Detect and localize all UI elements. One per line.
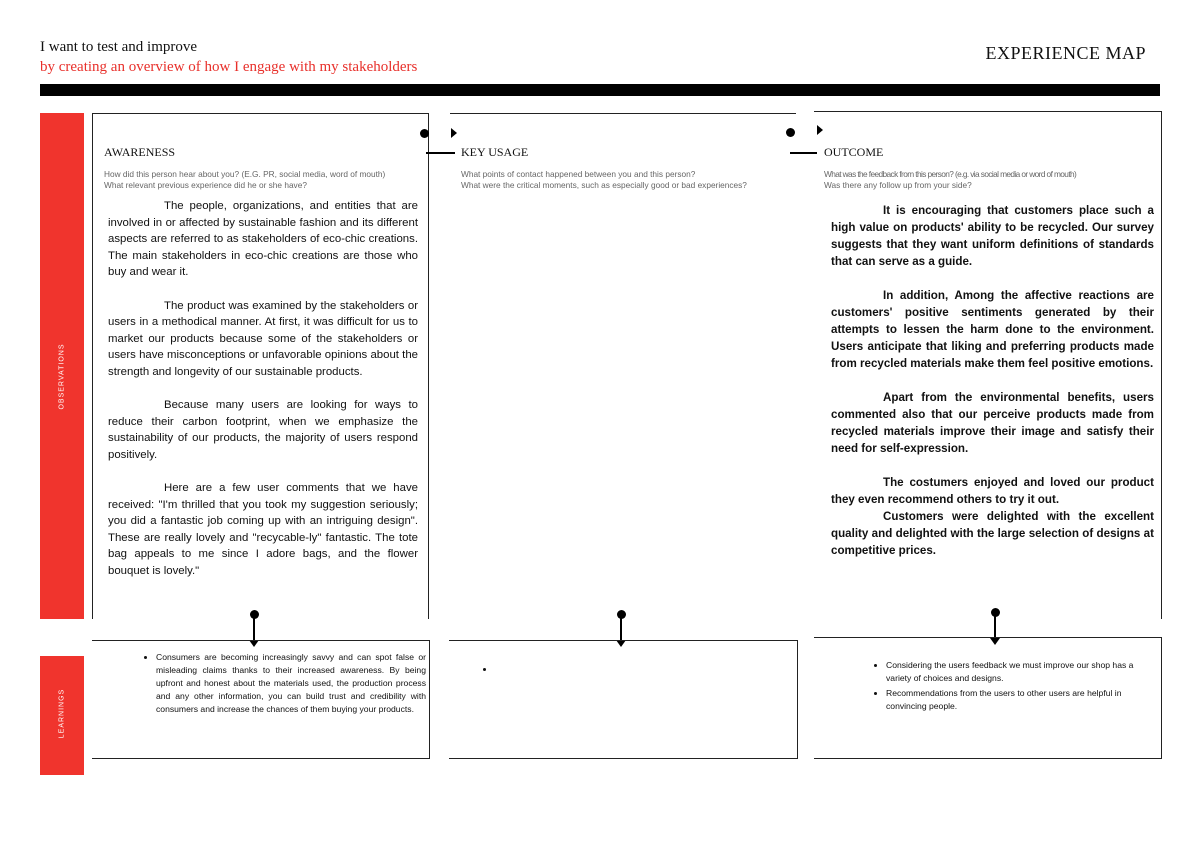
- connector-arrow-icon: [451, 128, 457, 138]
- outcome-question-2: Was there any follow up from your side?: [824, 180, 972, 190]
- observations-band: [40, 113, 84, 619]
- learnings-band: [40, 656, 84, 775]
- outcome-question-1: What was the feedback from this person? (e.g. via social media or word of mouth): [824, 169, 1077, 179]
- page-title: EXPERIENCE MAP: [985, 43, 1146, 63]
- key-usage-question-2: What were the critical moments, such as especially good or bad experiences?: [461, 180, 747, 190]
- paragraph: Here are a few user comments that we have received: "I'm thrilled that you took my suggestion seriously; you did a fantastic job coming up with an intriguing design". These are really lovely and "recycable-ly" fantastic. The tote bag appeals to me since I adore bags, and the flower bouquet is lovely.": [108, 482, 418, 577]
- key-usage-top-border: [450, 113, 796, 114]
- paragraph: The product was examined by the stakeholders or users in a methodical manner. At first, it was difficult for us to market our products because some of the stakeholders or users have misconceptions or unfavorable opinions about the strength and longevity of our sustainable products.: [108, 299, 418, 378]
- learning-item: • Recommendations from the users to other users are helpful in convincing people.: [886, 687, 1146, 713]
- observations-label: OBSERVATIONS: [58, 343, 66, 410]
- paragraph: Because many users are looking for ways to reduce their carbon footprint, when we emphasize the sustainability of our products, the majority of users respond positively.: [108, 399, 418, 461]
- paragraph: Customers were delighted with the excellent quality and delighted with the large selection of designs at competitive prices.: [831, 510, 1154, 557]
- awareness-question-2: What relevant previous experience did he or she have?: [104, 180, 307, 190]
- connector-dot: [420, 129, 429, 138]
- connector-line: [790, 152, 817, 154]
- learning-item: • Consumers are becoming increasingly savvy and can spot false or misleading claims thanks to their increased awareness. By being upfront and honest about the materials used, the production process and any other information, you can build trust and credibility with consumers and increase the chances of them buying your products.: [156, 651, 426, 716]
- paragraph: The costumers enjoyed and loved our product they even recommend others to try it out.: [831, 476, 1154, 506]
- paragraph: In addition, Among the affective reactions are customers' positive sentiments generated by their attempts to lessen the harm done to the environment. Users anticipate that liking and preferring products made from recycled materials make them feel positive emotions.: [831, 289, 1154, 370]
- connector-line: [426, 152, 455, 154]
- learnings-label: LEARNINGS: [58, 688, 66, 739]
- awareness-title: AWARENESS: [104, 145, 176, 159]
- outcome-title: OUTCOME: [824, 145, 884, 159]
- learning-item: [495, 663, 797, 676]
- outcome-learnings: [814, 637, 1162, 759]
- paragraph: The people, organizations, and entities that are involved in or affected by sustainable fashion and its different aspects are referred to as stakeholders of eco-chic creations. The main stakeholders in eco-chic creations are those who buy and wear it.: [108, 200, 418, 278]
- connector-dot: [786, 128, 795, 137]
- goal-line: I want to test and improve: [40, 39, 198, 55]
- awareness-learnings: [92, 640, 430, 759]
- paragraph: Apart from the environmental benefits, users commented also that our perceive products made from recycled materials improve their image and satisfy their need for self-expression.: [831, 391, 1154, 455]
- key-usage-question-1: What points of contact happened between you and this person?: [461, 169, 696, 179]
- goal-subline: by creating an overview of how I engage with my stakeholders: [40, 59, 418, 75]
- awareness-observations: [108, 198, 418, 596]
- key-usage-title: KEY USAGE: [461, 145, 529, 159]
- paragraph: It is encouraging that customers place such a high value on products' ability to be recycled. Our survey suggests that they want uniform definitions of standards that can serve as a guide.: [831, 204, 1154, 268]
- outcome-observations: [831, 202, 1154, 576]
- learning-item: • Considering the users feedback we must improve our shop has a variety of choices and designs.: [886, 659, 1146, 685]
- awareness-question-1: How did this person hear about you? (E.G. PR, social media, word of mouth): [104, 169, 386, 179]
- key-usage-learnings: [449, 640, 798, 759]
- header-divider: [40, 84, 1160, 96]
